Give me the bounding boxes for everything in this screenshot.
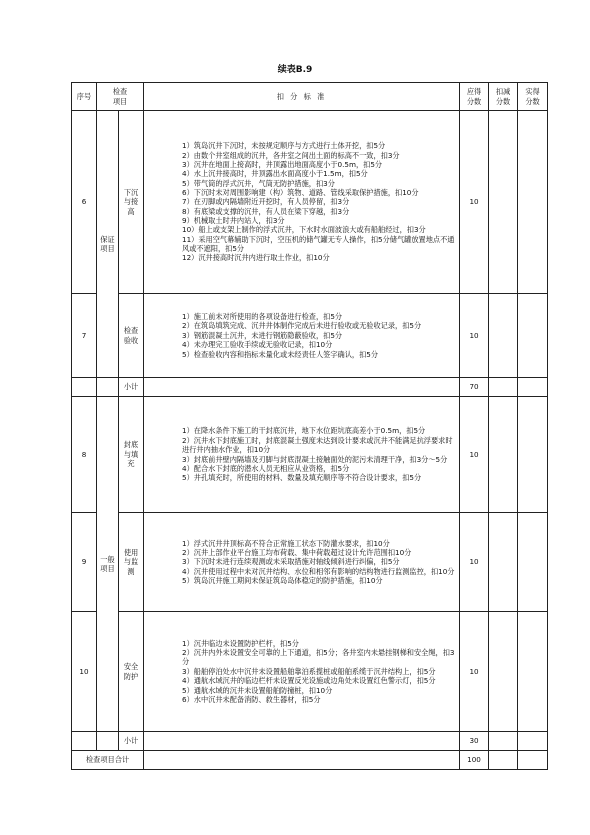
header-actual: [518, 83, 548, 111]
subtotal-score: 70: [460, 378, 489, 397]
standard-line: 1）在降水条件下施工的干封底沉井，地下水位距坑底高差小于0.5m，扣5分: [182, 426, 426, 436]
actual-score[interactable]: [518, 294, 548, 378]
header-deduct: [489, 83, 518, 111]
header-due: [460, 83, 489, 111]
group-guarantee: [97, 111, 119, 378]
standard-line: 6）水中沉井未配备消防、救生器材，扣5分: [182, 694, 321, 704]
table-row: [72, 397, 548, 513]
table-row: [72, 612, 548, 732]
due-score: 10: [460, 513, 489, 612]
subtotal-row: [72, 378, 548, 397]
item-name: [119, 612, 144, 732]
total-label: 检查项目合计: [72, 751, 144, 770]
subtotal-score: 30: [460, 732, 489, 751]
deduct-score[interactable]: [489, 732, 518, 751]
actual-score[interactable]: [518, 378, 548, 397]
item-name: [119, 111, 144, 294]
standard-cell: [144, 397, 460, 513]
standard-line: 2）沉井水下封底施工时，封底混凝土强度未达到设计要求或沉井不能满足抗浮要求时进行井内抽水作业，扣10分: [182, 435, 453, 455]
due-score: 10: [460, 612, 489, 732]
item-name-text: 安全 防护: [123, 662, 139, 681]
actual-score[interactable]: [518, 111, 548, 294]
subtotal-label: 小计: [119, 732, 144, 751]
due-score: 10: [460, 294, 489, 378]
table-row: [72, 111, 548, 294]
item-name-text: 检查 验收: [123, 326, 139, 345]
standard-line: 6）下沉时未对周围影响建（构）筑物、道路、管线采取保护措施，扣10分: [182, 187, 419, 197]
standard-line: 4）水上沉井接高时，井顶露出水面高度小于1.5m，扣5分: [182, 169, 368, 179]
item-name-text: 使用 与监 测: [123, 547, 139, 576]
row-number: 8: [72, 397, 97, 513]
standard-line: 4）配合水下封底的潜水人员无相应从业资格，扣5分: [182, 463, 350, 473]
standard-line: 8）有底梁或支撑的沉井，有人员在梁下穿越，扣3分: [182, 206, 350, 216]
standard-line: 4）沉井使用过程中未对沉井结构、水位和相邻有影响的结构物进行监测监控，扣10分: [182, 566, 455, 576]
standard-line: 4）未办理完工验收手续或无验收记录，扣10分: [182, 340, 333, 350]
inspection-table: [71, 82, 548, 770]
standard-line: 5）通航水域的沉井未设置船舶防撞桩，扣10分: [182, 685, 333, 695]
standard-line: 1）沉井临边未设置防护栏杆，扣5分: [182, 638, 299, 648]
group-general-label: 一般 项目: [100, 554, 115, 573]
standard-line: 11）采用空气幕辅助下沉时，空压机的储气罐无专人操作，扣5分储气罐放置地点不通风或不遮阳，扣5分: [182, 234, 455, 254]
standard-line: 3）封底前井壁内隔墙及刃脚与封底混凝土接触面处的泥污未清理干净，扣3分～5分: [182, 454, 448, 464]
actual-score[interactable]: [518, 751, 548, 770]
standard-line: 5）筑岛沉井施工期间未保证筑岛岛体稳定的防护措施，扣10分: [182, 576, 383, 586]
item-name: [119, 513, 144, 612]
actual-score[interactable]: [518, 397, 548, 513]
actual-score[interactable]: [518, 612, 548, 732]
item-name-text: 封底 与填 充: [123, 440, 139, 469]
standard-line: 12）沉井接高时沉井内进行取土作业，扣10分: [182, 253, 330, 263]
header-row: [72, 83, 548, 111]
deduct-score[interactable]: [489, 111, 518, 294]
group-general: [97, 397, 119, 732]
standard-line: 9）机械取土时井内站人，扣3分: [182, 216, 285, 226]
header-standard: 扣 分 标 准: [144, 83, 460, 111]
standard-line: 5）带气筒的浮式沉井，气筒无防护措施，扣3分: [182, 178, 335, 188]
row-number: 6: [72, 111, 97, 294]
standard-line: 3）船舶停泊处水中沉井未设置船舶靠泊系揽桩或船舶系缆于沉井结构上，扣5分: [182, 666, 436, 676]
item-name: [119, 397, 144, 513]
item-name-text: 下沉 与接 高: [123, 187, 139, 216]
due-score: 10: [460, 397, 489, 513]
deduct-score[interactable]: [489, 397, 518, 513]
header-actual-text: 实得 分数: [525, 87, 540, 106]
standard-cell: [144, 294, 460, 378]
deduct-score[interactable]: [489, 612, 518, 732]
standard-cell: [144, 612, 460, 732]
due-score: 10: [460, 111, 489, 294]
standard-line: 5）井孔填充时，所使用的材料、数量及填充顺序等不符合设计要求，扣5分: [182, 473, 422, 483]
standard-line: 10）船上或支架上制作的浮式沉井，下水时水面波浪大或有船舶经过，扣3分: [182, 225, 426, 235]
actual-score[interactable]: [518, 732, 548, 751]
deduct-score[interactable]: [489, 513, 518, 612]
standard-line: 5）检查验收内容和指标未量化或未经责任人签字确认，扣5分: [182, 349, 379, 359]
standard-line: 7）在刃脚或内隔墙附近开挖时，有人员停留，扣3分: [182, 197, 350, 207]
standard-line: 3）钢筋混凝土沉井，未进行钢筋隐蔽验收，扣5分: [182, 330, 343, 340]
table-row: [72, 294, 548, 378]
group-guarantee-label: 保证 项目: [100, 234, 115, 253]
standard-cell: [144, 111, 460, 294]
row-number: 10: [72, 612, 97, 732]
total-row: [72, 751, 548, 770]
standard-line: 2）在筑岛填筑完成、沉井井体制作完成后未进行验收或无验收记录，扣5分: [182, 321, 422, 331]
standard-line: 2）由数个井室组成的沉井，各井室之间出土面的标高不一致，扣3分: [182, 150, 400, 160]
standard-line: 3）下沉时未进行连续观测或未采取措施对轴线倾斜进行纠偏，扣5分: [182, 557, 400, 567]
standard-line: 2）沉井上部作业平台施工均布荷载、集中荷载超过设计允许范围扣10分: [182, 547, 412, 557]
standard-line: 1）施工前未对所使用的各项设备进行检查，扣5分: [182, 312, 343, 322]
subtotal-row: [72, 732, 548, 751]
standard-line: 2）沉井内外未设置安全可靠的上下通道，扣5分；各井室内未悬挂钢梯和安全绳，扣3分: [182, 648, 455, 667]
row-number: 7: [72, 294, 97, 378]
standard-line: 4）通航水域沉井的临边栏杆未设置反光设施或边角处未设置红色警示灯，扣5分: [182, 676, 436, 686]
deduct-score[interactable]: [489, 751, 518, 770]
header-item-text: 检查 项目: [112, 87, 128, 106]
header-seq: 序号: [72, 83, 97, 111]
row-number: 9: [72, 513, 97, 612]
subtotal-label: 小计: [119, 378, 144, 397]
standard-cell: [144, 513, 460, 612]
deduct-score[interactable]: [489, 294, 518, 378]
table-title: 续表B.9: [277, 65, 313, 75]
actual-score[interactable]: [518, 513, 548, 612]
item-name: [119, 294, 144, 378]
standard-line: 1）筑岛沉井下沉时，未按规定顺序与方式进行土体开挖，扣5分: [182, 141, 386, 151]
deduct-score[interactable]: [489, 378, 518, 397]
header-item: [97, 83, 144, 111]
header-deduct-text: 扣减 分数: [495, 87, 511, 106]
table-row: [72, 513, 548, 612]
standard-line: 1）浮式沉井井顶标高不符合正常施工状态下防灌水要求，扣10分: [182, 538, 390, 548]
standard-line: 3）沉井在地面上接高时，井顶露出地面高度小于0.5m，扣5分: [182, 159, 383, 169]
total-score: 100: [460, 751, 489, 770]
header-due-text: 应得 分数: [466, 87, 482, 106]
